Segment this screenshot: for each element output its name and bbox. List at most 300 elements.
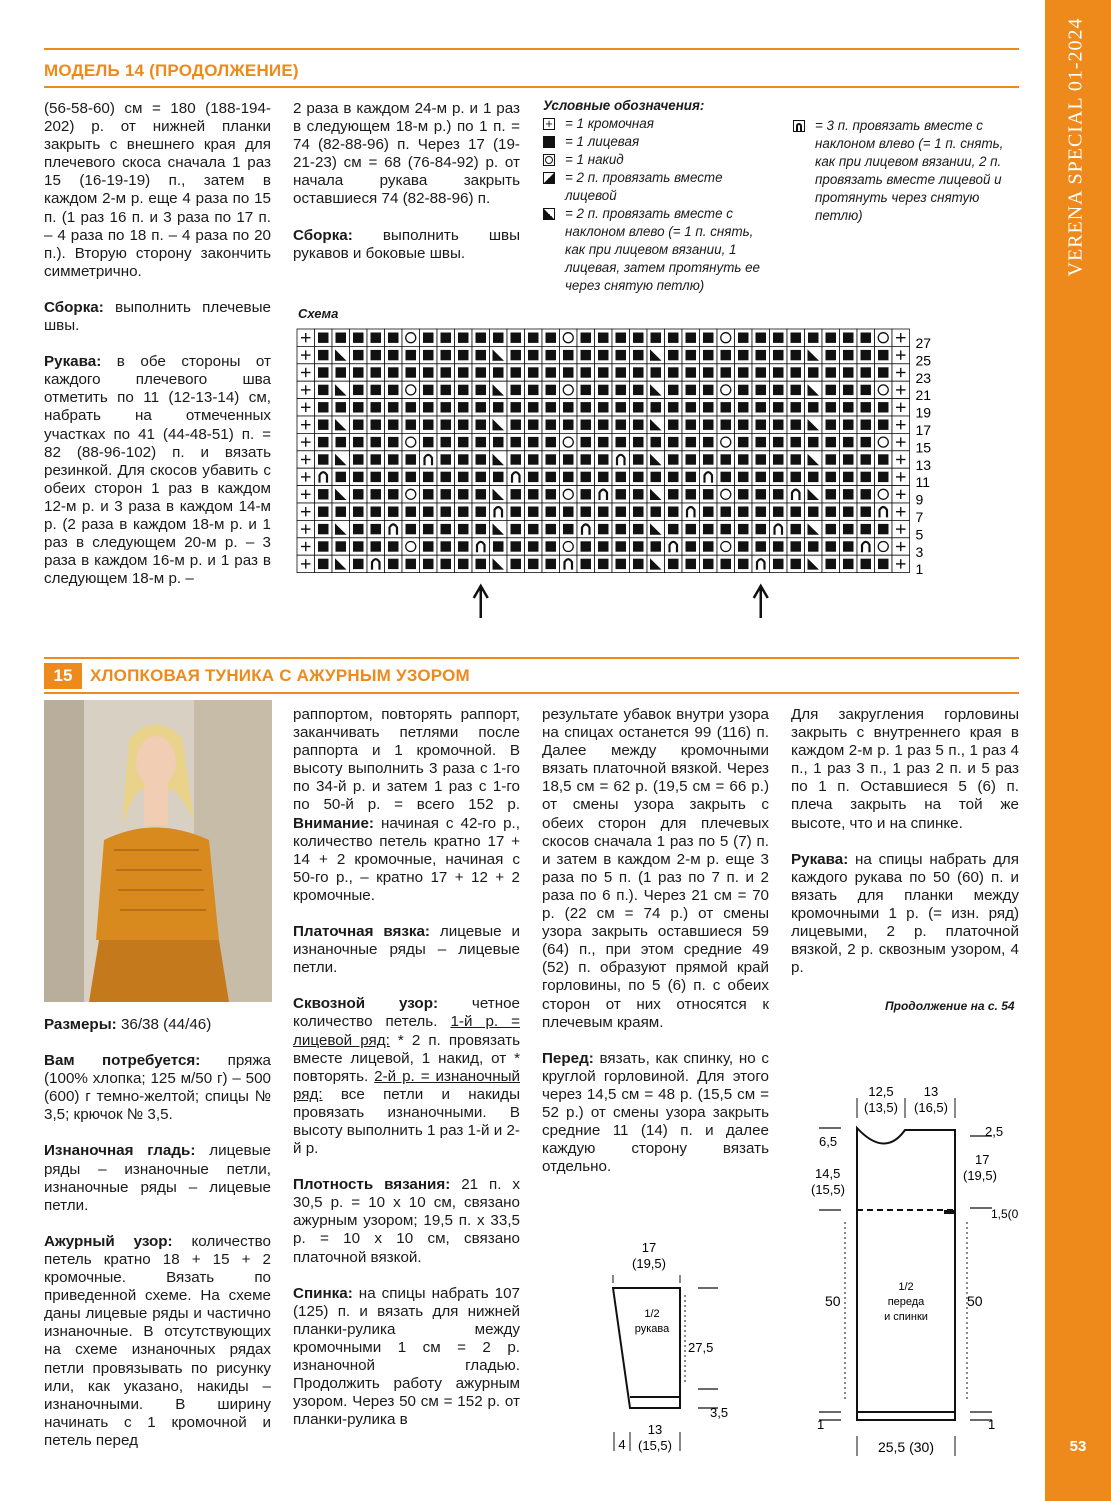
chart-cell — [735, 520, 753, 537]
chart-cell — [577, 520, 595, 537]
chart-cell — [752, 468, 770, 485]
chart-cell — [840, 555, 858, 572]
chart-cell — [472, 433, 490, 450]
neck-width: 13 — [923, 1084, 939, 1099]
chart-cell — [350, 399, 368, 416]
chart-cell — [560, 329, 578, 346]
chart-cell — [770, 329, 788, 346]
chart-cell — [437, 538, 455, 555]
model-photo — [44, 700, 272, 1002]
chart-cell — [332, 468, 350, 485]
chart-cell — [315, 433, 333, 450]
chart-cell — [892, 468, 910, 485]
chart-cell — [490, 468, 508, 485]
chart-cell — [297, 416, 315, 433]
chart-cell — [647, 555, 665, 572]
legend-item: = 1 накид — [543, 151, 771, 169]
chart-row-label: 1 — [915, 561, 924, 578]
chart-cell — [367, 451, 385, 468]
section1-col2 — [293, 100, 520, 281]
chart-cell — [770, 451, 788, 468]
chart-cell — [875, 486, 893, 503]
chart-cell — [840, 364, 858, 381]
chart-cell — [787, 486, 805, 503]
paragraph: Платочная вязка: лицевые и изнаночные ряды – лицевые петли. — [293, 923, 520, 977]
chart-cell — [420, 399, 438, 416]
chart-cell — [612, 433, 630, 450]
chart-cell — [822, 538, 840, 555]
chart-cell — [315, 451, 333, 468]
chart-cell — [665, 468, 683, 485]
chart-cell — [367, 399, 385, 416]
chart-cell — [367, 346, 385, 363]
chart-cell — [385, 538, 403, 555]
paragraph: Сборка: выполнить швы рукавов и боковые швы. — [293, 226, 520, 262]
chart-cell — [735, 364, 753, 381]
chart-cell — [577, 468, 595, 485]
chart-cell — [875, 555, 893, 572]
chart-cell — [490, 399, 508, 416]
chart-cell — [420, 433, 438, 450]
chart-cell — [875, 399, 893, 416]
chart-cell — [490, 346, 508, 363]
chart-cell — [857, 486, 875, 503]
chart-cell — [612, 538, 630, 555]
chart-cell — [630, 538, 648, 555]
chart-cell — [840, 451, 858, 468]
chart-cell — [577, 433, 595, 450]
chart-cell — [437, 451, 455, 468]
body-label: 1/2 — [898, 1281, 914, 1293]
chart-cell — [332, 538, 350, 555]
chart-cell — [350, 451, 368, 468]
chart-cell — [787, 520, 805, 537]
chart-cell — [577, 329, 595, 346]
chart-cell — [560, 346, 578, 363]
chart-cell — [455, 381, 473, 398]
chart-cell — [367, 329, 385, 346]
chart-row-label: 7 — [915, 509, 924, 525]
chart-cell — [717, 381, 735, 398]
chart-cell — [700, 329, 718, 346]
legend-item: = 2 п. провязать вместе с наклоном влево (= 1 п. снять, как при лицевом вязании, 1 лицевая, затем протянуть ее через снятую петлю) — [543, 205, 771, 295]
chart-cell — [577, 416, 595, 433]
chart-cell — [805, 503, 823, 520]
chart-cell — [542, 486, 560, 503]
chart-cell — [420, 538, 438, 555]
chart-cell — [560, 416, 578, 433]
chart-cell — [805, 346, 823, 363]
chart-cell — [490, 486, 508, 503]
paragraph: Для закругления горловины закрыть с внутреннего края в каждом 2-м р. 1 раз 5 п., 1 раз 4 п., 1 раз 3 п., 1 раз 2 п. и 5 раз по 1 п. Оставшиеся 5 (6) п. плеча закрыть на той же высоте, что и на спинке. — [791, 706, 1019, 832]
chart-cell — [472, 503, 490, 520]
chart-cell — [822, 346, 840, 363]
chart-cell — [577, 503, 595, 520]
chart-cell — [437, 381, 455, 398]
chart-cell — [647, 468, 665, 485]
chart-cell — [560, 538, 578, 555]
chart-cell — [367, 538, 385, 555]
chart-cell — [595, 520, 613, 537]
chart-cell — [840, 399, 858, 416]
chart-legend — [543, 97, 771, 295]
chart-cell — [472, 538, 490, 555]
paragraph: (56-58-60) см = 180 (188-194-202) р. от нижней планки закрыть с внешнего края для плечевого скоса сначала 1 раз 15 (16-19-19) п., затем в каждом 2-м р. еще 4 раза по 15 п. (1 раз 16 п. и 3 раза по 17 п. – 4 раза по 18 п. – 4 раза по 20 п.). Вторую сторону закончить симметрично. — [44, 100, 271, 280]
chart-row-label: 21 — [915, 387, 932, 404]
chart-cell — [875, 451, 893, 468]
sleeve-cuff: 3,5 — [710, 1405, 729, 1420]
chart-cell — [840, 503, 858, 520]
chart-cell — [437, 433, 455, 450]
chart-cell — [875, 433, 893, 450]
sleeve-height: 27,5 — [688, 1340, 714, 1355]
chart-cell — [577, 555, 595, 572]
chart-cell — [332, 329, 350, 346]
chart-cell — [437, 503, 455, 520]
chart-cell — [542, 346, 560, 363]
chart-cell — [892, 451, 910, 468]
chart-cell — [402, 433, 420, 450]
chart-cell — [297, 346, 315, 363]
chart-cell — [385, 346, 403, 363]
chart-cell — [770, 468, 788, 485]
chart-cell — [297, 555, 315, 572]
chart-cell — [350, 416, 368, 433]
chart-cell — [682, 399, 700, 416]
chart-cell — [455, 399, 473, 416]
chart-row-label: 17 — [915, 422, 932, 438]
chart-cell — [332, 555, 350, 572]
chart-cell — [402, 555, 420, 572]
body-height-right: 50 — [967, 1293, 983, 1309]
section2-title: ХЛОПКОВАЯ ТУНИКА С АЖУРНЫМ УЗОРОМ — [90, 666, 470, 685]
chart-cell — [752, 538, 770, 555]
chart-cell — [332, 364, 350, 381]
ssk-icon — [543, 208, 555, 220]
chart-cell — [752, 555, 770, 572]
chart-cell — [612, 416, 630, 433]
chart-cell — [752, 451, 770, 468]
hem-right: 1 — [988, 1417, 996, 1432]
chart-cell — [455, 538, 473, 555]
chart-cell — [612, 381, 630, 398]
chart-cell — [420, 329, 438, 346]
chart-cell — [770, 503, 788, 520]
chart-cell — [857, 364, 875, 381]
chart-cell — [595, 555, 613, 572]
chart-cell — [455, 346, 473, 363]
chart-cell — [507, 364, 525, 381]
chart-cell — [332, 416, 350, 433]
body-label: переда — [887, 1296, 925, 1308]
chart-cell — [700, 416, 718, 433]
chart-cell — [682, 538, 700, 555]
chart-cell — [315, 503, 333, 520]
chart-cell — [735, 346, 753, 363]
shoulder-width: 12,5 — [868, 1084, 894, 1099]
chart-cell — [770, 381, 788, 398]
chart-cell — [402, 468, 420, 485]
chart-row-label: 25 — [915, 352, 932, 369]
chart-cell — [857, 346, 875, 363]
chart-cell — [770, 399, 788, 416]
chart-cell — [437, 399, 455, 416]
chart-cell — [350, 346, 368, 363]
chart-cell — [420, 520, 438, 537]
chart-cell — [315, 416, 333, 433]
chart-cell — [822, 329, 840, 346]
chart-cell — [787, 555, 805, 572]
chart-cell — [752, 503, 770, 520]
chart-cell — [892, 381, 910, 398]
chart-cell — [420, 346, 438, 363]
chart-cell — [700, 364, 718, 381]
chart-cell — [630, 486, 648, 503]
chart-row-label: 23 — [915, 369, 932, 386]
chart-cell — [630, 329, 648, 346]
chart-cell — [717, 364, 735, 381]
chart-cell — [752, 346, 770, 363]
chart-cell — [752, 433, 770, 450]
chart-cell — [682, 381, 700, 398]
chart-cell — [420, 416, 438, 433]
chart-cell — [455, 503, 473, 520]
chart-cell — [735, 329, 753, 346]
chart-cell — [560, 555, 578, 572]
chart-cell — [840, 381, 858, 398]
chart-cell — [717, 468, 735, 485]
sleeve-bottom-width-alt: (15,5) — [638, 1438, 672, 1453]
chart-cell — [805, 364, 823, 381]
chart-cell — [717, 451, 735, 468]
chart-cell — [630, 468, 648, 485]
chart-cell — [402, 503, 420, 520]
chart-cell — [577, 399, 595, 416]
chart-cell — [770, 364, 788, 381]
chart-cell — [420, 364, 438, 381]
chart-cell — [437, 486, 455, 503]
chart-cell — [630, 381, 648, 398]
chart-cell — [700, 555, 718, 572]
paragraph: Рукава: в обе стороны от каждого плечевого шва отметить по 11 (12-13-14) см, набрать на отмеченных участках по 41 (44-48-51) п. = 82 (88-96-102) п. и вязать резинкой. Для скосов убавить с обеих сторон 1 раз в каждом 12-м р. и 3 раза в каждом 14-м р. (2 раза в каждом 18-м р. и 1 раз в следующем 20-м р. – 3 раза в каждом 16-м р. и 1 раз в следующем 18-м р. – — [44, 353, 271, 588]
chart-cell — [542, 399, 560, 416]
chart-cell — [717, 399, 735, 416]
chart-cell — [682, 364, 700, 381]
chart-cell — [350, 486, 368, 503]
chart-cell — [472, 329, 490, 346]
chart-cell — [630, 433, 648, 450]
chart-cell — [297, 381, 315, 398]
continued-note: Продолжение на с. 54 — [885, 999, 1015, 1013]
section2-col1 — [44, 1016, 271, 1468]
chart-cell — [875, 468, 893, 485]
chart-cell — [385, 555, 403, 572]
section2-rule — [44, 692, 1019, 694]
chart-cell — [595, 468, 613, 485]
chart-cell — [560, 381, 578, 398]
chart-cell — [647, 381, 665, 398]
armhole-height-alt: (15,5) — [811, 1182, 845, 1197]
chart-cell — [525, 399, 543, 416]
chart-cell — [700, 503, 718, 520]
chart-cell — [542, 364, 560, 381]
chart-cell — [647, 503, 665, 520]
chart-row-label: 9 — [915, 491, 924, 508]
chart-cell — [525, 416, 543, 433]
chart-cell — [787, 346, 805, 363]
chart-cell — [577, 486, 595, 503]
chart-cell — [875, 329, 893, 346]
chart-cell — [525, 329, 543, 346]
chart-cell — [490, 451, 508, 468]
chart-cell — [822, 520, 840, 537]
chart-cell — [595, 346, 613, 363]
chart-cell — [840, 416, 858, 433]
chart-title: Схема — [298, 306, 339, 321]
chart-cell — [875, 538, 893, 555]
chart-cell — [315, 555, 333, 572]
chart-cell — [455, 468, 473, 485]
chart-cell — [420, 451, 438, 468]
chart-cell — [420, 468, 438, 485]
chart-cell — [682, 433, 700, 450]
chart-cell — [402, 538, 420, 555]
paragraph: Сквозной узор: четное количество петель. 1-й р. = лицевой ряд: * 2 п. провязать вместе лицевой, 1 накид, от * повторять. 2-й р. = изнаночный ряд: все петли и накиды провязать изнаночными. В высоту выполнить 1 раз 1-й и 2-й р. — [293, 995, 521, 1158]
chart-cell — [647, 520, 665, 537]
chart-cell — [857, 399, 875, 416]
paragraph: Вам потребуется: пряжа (100% хлопка; 125 м/50 г) – 500 (600) г темно-желтой; спицы № 3,5; крючок № 3,5. — [44, 1052, 271, 1124]
chart-cell — [525, 486, 543, 503]
chart-cell — [402, 381, 420, 398]
chart-cell — [332, 433, 350, 450]
chart-cell — [875, 381, 893, 398]
chart-cell — [805, 468, 823, 485]
chart-cell — [332, 520, 350, 537]
chart-cell — [682, 468, 700, 485]
chart-cell — [560, 399, 578, 416]
edge-stitch-icon — [543, 118, 555, 130]
chart-row-label: 15 — [915, 439, 932, 456]
chart-cell — [717, 503, 735, 520]
chart-cell — [717, 329, 735, 346]
section1-title: МОДЕЛЬ 14 (ПРОДОЛЖЕНИЕ) — [44, 61, 299, 80]
paragraph: Изнаночная гладь: лицевые ряды – изнаночные петли, изнаночные ряды – лицевые петли. — [44, 1142, 271, 1214]
chart-cell — [612, 364, 630, 381]
chart-cell — [822, 555, 840, 572]
chart-cell — [665, 538, 683, 555]
chart-cell — [455, 486, 473, 503]
chart-cell — [647, 346, 665, 363]
chart-cell — [402, 364, 420, 381]
chart-cell — [875, 520, 893, 537]
armhole-height: 14,5 — [815, 1166, 841, 1181]
repeat-arrow — [474, 586, 488, 618]
chart-cell — [787, 503, 805, 520]
chart-cell — [297, 433, 315, 450]
chart-cell — [752, 329, 770, 346]
chart-cell — [455, 364, 473, 381]
chart-cell — [402, 329, 420, 346]
chart-cell — [822, 433, 840, 450]
chart-cell — [752, 364, 770, 381]
chart-row-label: 11 — [915, 474, 931, 491]
paragraph: Спинка: на спицы набрать 107 (125) п. и вязать для нижней планки-рулика между кромочными 1 см = 2 р. изнаночной гладью. Продолжить работу ажурным узором. Через 50 см = 152 р. от планки-рулика в — [293, 1284, 520, 1429]
chart-cell — [490, 503, 508, 520]
chart-cell — [805, 520, 823, 537]
chart-cell — [682, 346, 700, 363]
chart-row-label: 13 — [915, 456, 932, 473]
chart-cell — [805, 416, 823, 433]
legend-item: = 3 п. провязать вместе с наклоном влево (= 1 п. снять, как при лицевом вязании, 2 п. провязать вместе лицевой и протянуть через снятую петлю) — [793, 117, 1021, 225]
chart-cell — [350, 555, 368, 572]
sleeve-bottom-width: 13 — [647, 1422, 663, 1437]
chart-cell — [437, 555, 455, 572]
chart-cell — [665, 381, 683, 398]
chart-cell — [525, 503, 543, 520]
chart-cell — [315, 329, 333, 346]
chart-cell — [630, 364, 648, 381]
k2tog-icon — [543, 172, 555, 184]
chart-cell — [805, 555, 823, 572]
chart-cell — [350, 364, 368, 381]
chart-cell — [332, 486, 350, 503]
section1-col1 — [44, 100, 271, 606]
chart-cell — [507, 538, 525, 555]
chart-cell — [350, 520, 368, 537]
chart-cell — [455, 451, 473, 468]
chart-cell — [437, 416, 455, 433]
chart-cell — [402, 486, 420, 503]
chart-cell — [472, 364, 490, 381]
chart-cell — [297, 399, 315, 416]
chart-cell — [350, 433, 368, 450]
chart-cell — [472, 520, 490, 537]
paragraph: Плотность вязания: 21 п. х 30,5 р. = 10 х 10 см, связано ажурным узором; 19,5 п. х 33,5 р. = 10 х 10 см, связано платочной вязкой. — [293, 1176, 520, 1266]
chart-cell — [612, 468, 630, 485]
magazine-brand: VERENA SPECIAL 01-2024 — [1064, 17, 1087, 277]
chart-cell — [700, 468, 718, 485]
chart-cell — [542, 555, 560, 572]
chart-cell — [402, 520, 420, 537]
sleeve-bottom-side: 4 — [618, 1437, 626, 1452]
chart-cell — [717, 520, 735, 537]
chart-cell — [665, 329, 683, 346]
hem-left: 1 — [817, 1417, 825, 1432]
chart-legend-right — [793, 117, 1021, 225]
chart-cell — [542, 503, 560, 520]
chart-cell — [787, 381, 805, 398]
chart-cell — [367, 503, 385, 520]
chart-cell — [892, 486, 910, 503]
chart-cell — [577, 364, 595, 381]
chart-cell — [455, 416, 473, 433]
chart-cell — [787, 329, 805, 346]
chart-cell — [647, 538, 665, 555]
chart-cell — [315, 346, 333, 363]
section2-col3 — [542, 706, 769, 1194]
chart-cell — [682, 416, 700, 433]
chart-cell — [892, 538, 910, 555]
chart-cell — [577, 381, 595, 398]
body-width: 25,5 (30) — [877, 1439, 935, 1455]
paragraph: Сборка: выполнить плечевые швы. — [44, 298, 271, 335]
chart-cell — [332, 451, 350, 468]
chart-cell — [297, 329, 315, 346]
chart-cell — [542, 329, 560, 346]
chart-cell — [612, 555, 630, 572]
chart-cell — [472, 468, 490, 485]
chart-cell — [332, 503, 350, 520]
